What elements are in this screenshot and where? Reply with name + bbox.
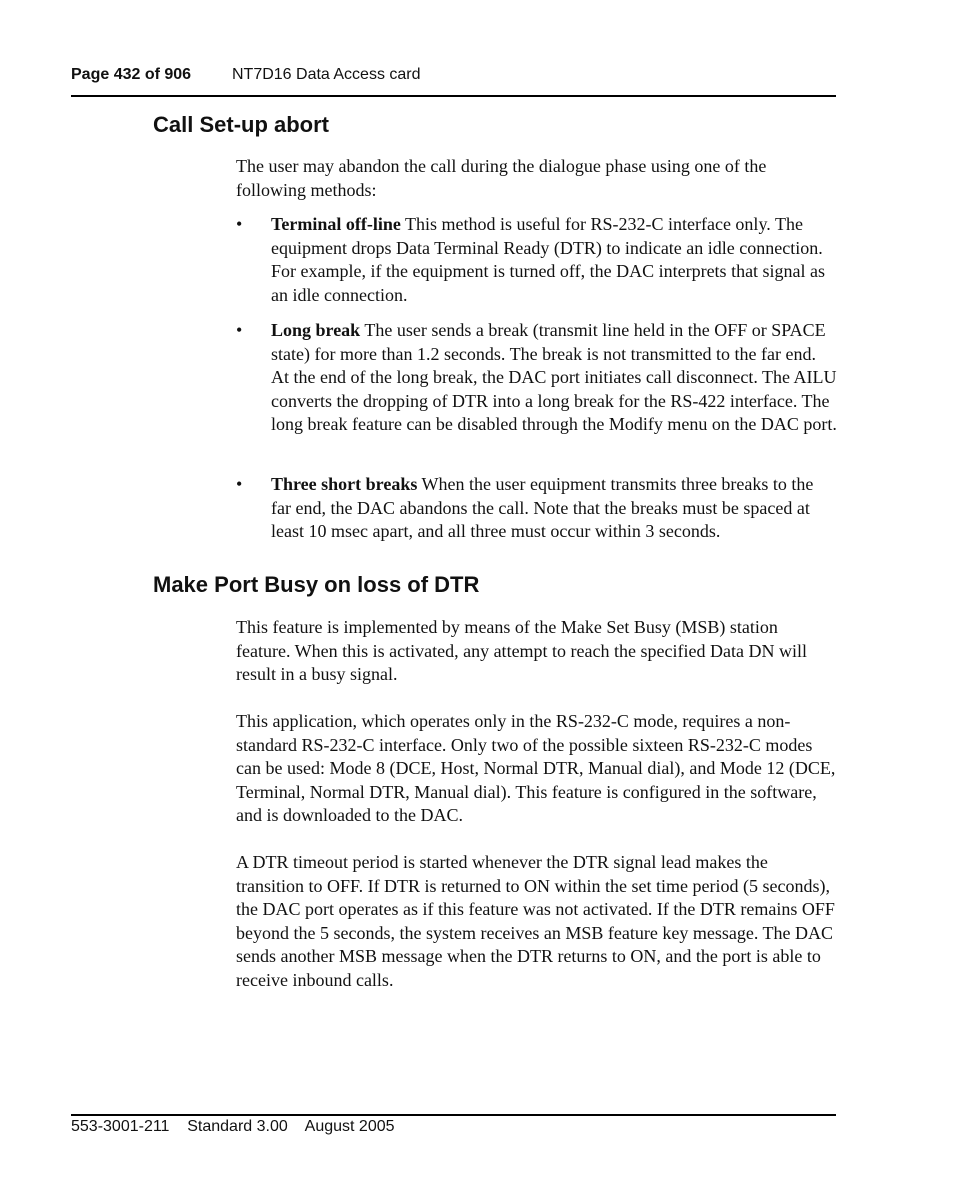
page-header — [71, 66, 836, 86]
bullet-text — [271, 319, 837, 437]
bullet-term: Terminal off-line — [271, 214, 401, 234]
section-heading-make-port-busy: Make Port Busy on loss of DTR — [153, 572, 480, 597]
body-paragraph: This application, which operates only in the RS-232-C mode, requires a non-standard RS-232-C interface. Only two of the possible sixteen RS-232-C modes can be used: Mode 8 (DCE, Host, Normal DTR, Manual dial), and Mode 12 (DCE, Terminal, Normal DTR, Manual dial). This feature is configured in the software, and is downloaded to the DAC. — [236, 711, 836, 826]
page-number: Page 432 of 906 — [71, 66, 192, 83]
bullet-text — [271, 473, 837, 544]
bullet-term: Long break — [271, 320, 361, 340]
bullet-term: Three short breaks — [271, 474, 418, 494]
publication-date: August 2005 — [304, 1118, 395, 1135]
bullet-marker: • — [236, 474, 243, 494]
section-intro-paragraph: The user may abandon the call during the dialogue phase using one of the following methods: — [236, 156, 767, 200]
header-rule — [71, 95, 836, 97]
bullet-marker: • — [236, 320, 243, 340]
footer-rule — [71, 1114, 836, 1116]
document-title: NT7D16 Data Access card — [232, 66, 421, 83]
page-footer — [71, 1118, 395, 1136]
document-number: 553-3001-211 — [71, 1118, 170, 1135]
bullet-description: The user sends a break (transmit line held in the OFF or SPACE state) for more than 1.2 seconds. The break is not transmitted to the far end. At the end of the long break, the DAC port initiates call disconnect. The AILU converts the dropping of DTR into a long break for the RS-422 interface. The long break feature can be disabled through the Modify menu on the DAC port. — [271, 320, 837, 435]
body-paragraph: This feature is implemented by means of the Make Set Busy (MSB) station feature. When this is activated, any attempt to reach the specified Data DN will result in a busy signal. — [236, 617, 807, 685]
bullet-text — [271, 213, 837, 307]
bullet-description: When the user equipment transmits three breaks to the far end, the DAC abandons the call. Note that the breaks must be spaced at least 10 msec apart, and all three must occur within 3 seconds. — [271, 474, 814, 542]
body-paragraph: A DTR timeout period is started whenever the DTR signal lead makes the transition to OFF. If DTR is returned to ON within the set time period (5 seconds), the DAC port operates as if this feature was not activated. If the DTR remains OFF beyond the 5 seconds, the system receives an MSB feature key message. The DAC sends another MSB message when the DTR returns to ON, and the port is able to receive inbound calls. — [236, 852, 835, 990]
bullet-marker: • — [236, 214, 243, 234]
bullet-description: This method is useful for RS-232-C interface only. The equipment drops Data Terminal Ready (DTR) to indicate an idle connection. For example, if the equipment is turned off, the DAC interprets that signal as an idle connection. — [271, 214, 826, 305]
section-heading-call-setup-abort: Call Set-up abort — [153, 112, 330, 137]
standard-version: Standard 3.00 — [187, 1118, 288, 1135]
